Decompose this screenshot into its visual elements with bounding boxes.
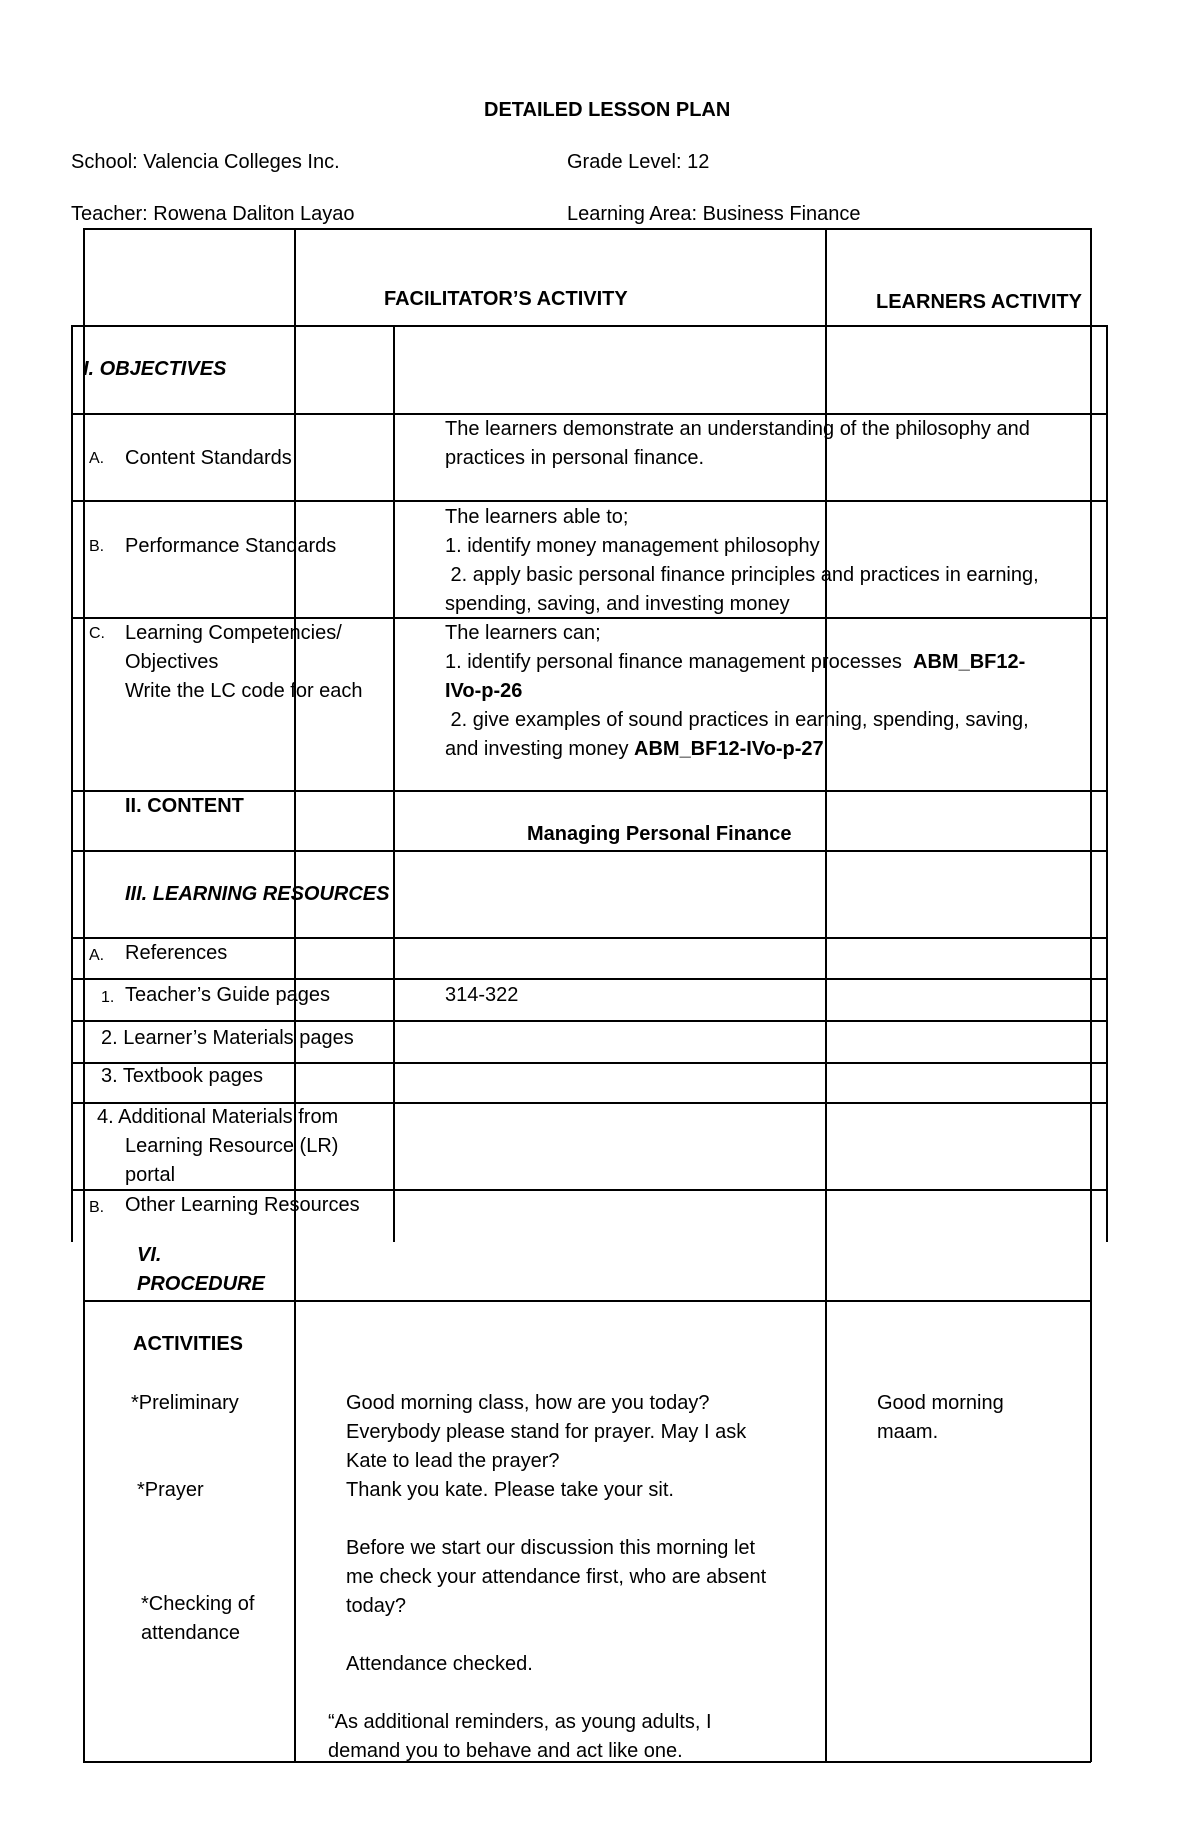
competencies-label-2: Objectives bbox=[125, 651, 219, 673]
content-standards-text-2: practices in personal finance. bbox=[445, 447, 705, 469]
checking-label-1: *Checking of bbox=[141, 1593, 255, 1615]
content-heading: II. CONTENT bbox=[125, 795, 244, 817]
content-standards-marker: A. bbox=[89, 450, 105, 467]
competencies-label-1: Learning Competencies/ bbox=[125, 622, 342, 644]
procedure-heading-number: VI. bbox=[137, 1244, 162, 1266]
performance-standards-text-2: 1. identify money management philosophy bbox=[445, 535, 820, 557]
learners-materials-label: 2. Learner’s Materials pages bbox=[101, 1027, 354, 1049]
references-marker: A. bbox=[89, 947, 105, 964]
competencies-marker: C. bbox=[89, 625, 105, 642]
teacher-field: Teacher: Rowena Daliton Layao bbox=[71, 203, 355, 225]
facilitator-line: “As additional reminders, as young adults, I bbox=[328, 1711, 712, 1733]
learner-response-line: maam. bbox=[877, 1421, 939, 1443]
performance-standards-text-3: 2. apply basic personal finance principles and practices in earning, bbox=[445, 564, 1039, 586]
facilitator-line: today? bbox=[346, 1595, 407, 1617]
references-label: References bbox=[125, 942, 228, 964]
facilitator-line: Attendance checked. bbox=[346, 1653, 533, 1675]
facilitator-line: me check your attendance first, who are absent bbox=[346, 1566, 767, 1588]
competencies-text-2: 1. identify personal finance management processes ABM_BF12- bbox=[445, 651, 1026, 673]
performance-standards-text-1: The learners able to; bbox=[445, 506, 629, 528]
other-resources-label: Other Learning Resources bbox=[125, 1194, 360, 1216]
learning-area-field: Learning Area: Business Finance bbox=[567, 203, 861, 225]
performance-standards-marker: B. bbox=[89, 538, 105, 555]
activities-label: ACTIVITIES bbox=[133, 1333, 244, 1355]
performance-standards-label: Performance Standards bbox=[125, 535, 337, 557]
competencies-text-1: The learners can; bbox=[445, 622, 601, 644]
page-title: DETAILED LESSON PLAN bbox=[484, 99, 731, 121]
additional-materials-label-2: Learning Resource (LR) bbox=[125, 1135, 339, 1157]
textbook-label: 3. Textbook pages bbox=[101, 1065, 263, 1087]
facilitator-line: Before we start our discussion this morning let bbox=[346, 1537, 756, 1559]
objectives-heading: I. OBJECTIVES bbox=[83, 358, 227, 380]
facilitator-line: demand you to behave and act like one. bbox=[328, 1740, 683, 1762]
school-field: School: Valencia Colleges Inc. bbox=[71, 151, 340, 173]
teachers-guide-label: Teacher’s Guide pages bbox=[125, 984, 330, 1006]
learning-resources-heading: III. LEARNING RESOURCES bbox=[125, 883, 390, 905]
checking-label-2: attendance bbox=[141, 1622, 240, 1644]
content-topic: Managing Personal Finance bbox=[527, 823, 792, 845]
facilitator-column-header: FACILITATOR’S ACTIVITY bbox=[384, 288, 628, 310]
additional-materials-label-3: portal bbox=[125, 1164, 176, 1186]
prayer-label: *Prayer bbox=[137, 1479, 204, 1501]
facilitator-line: Everybody please stand for prayer. May I ask bbox=[346, 1421, 747, 1443]
grade-level-field: Grade Level: 12 bbox=[567, 151, 710, 173]
additional-materials-label-1: 4. Additional Materials from bbox=[97, 1106, 339, 1128]
facilitator-line: Good morning class, how are you today? bbox=[346, 1392, 710, 1414]
content-standards-text-1: The learners demonstrate an understanding of the philosophy and bbox=[445, 418, 1030, 440]
performance-standards-text-4: spending, saving, and investing money bbox=[445, 593, 790, 615]
other-resources-marker: B. bbox=[89, 1199, 105, 1216]
learners-column-header: LEARNERS ACTIVITY bbox=[876, 291, 1082, 313]
competencies-text-4: and investing money ABM_BF12-IVo-p-27 bbox=[445, 738, 824, 760]
competencies-text-3: 2. give examples of sound practices in earning, spending, saving, bbox=[445, 709, 1029, 731]
teachers-guide-pages: 314-322 bbox=[445, 984, 519, 1006]
competencies-label-3: Write the LC code for each bbox=[125, 680, 363, 702]
facilitator-line: Kate to lead the prayer? bbox=[346, 1450, 560, 1472]
lc-code-1b: IVo-p-26 bbox=[445, 680, 523, 702]
procedure-heading: PROCEDURE bbox=[137, 1273, 265, 1295]
preliminary-label: *Preliminary bbox=[131, 1392, 239, 1414]
learner-response-line: Good morning bbox=[877, 1392, 1004, 1414]
lc-code-2: ABM_BF12-IVo-p-27 bbox=[634, 738, 824, 760]
teachers-guide-marker: 1. bbox=[101, 989, 115, 1006]
content-standards-label: Content Standards bbox=[125, 447, 292, 469]
lc-code-1a: ABM_BF12- bbox=[913, 651, 1026, 673]
facilitator-line: Thank you kate. Please take your sit. bbox=[346, 1479, 674, 1501]
